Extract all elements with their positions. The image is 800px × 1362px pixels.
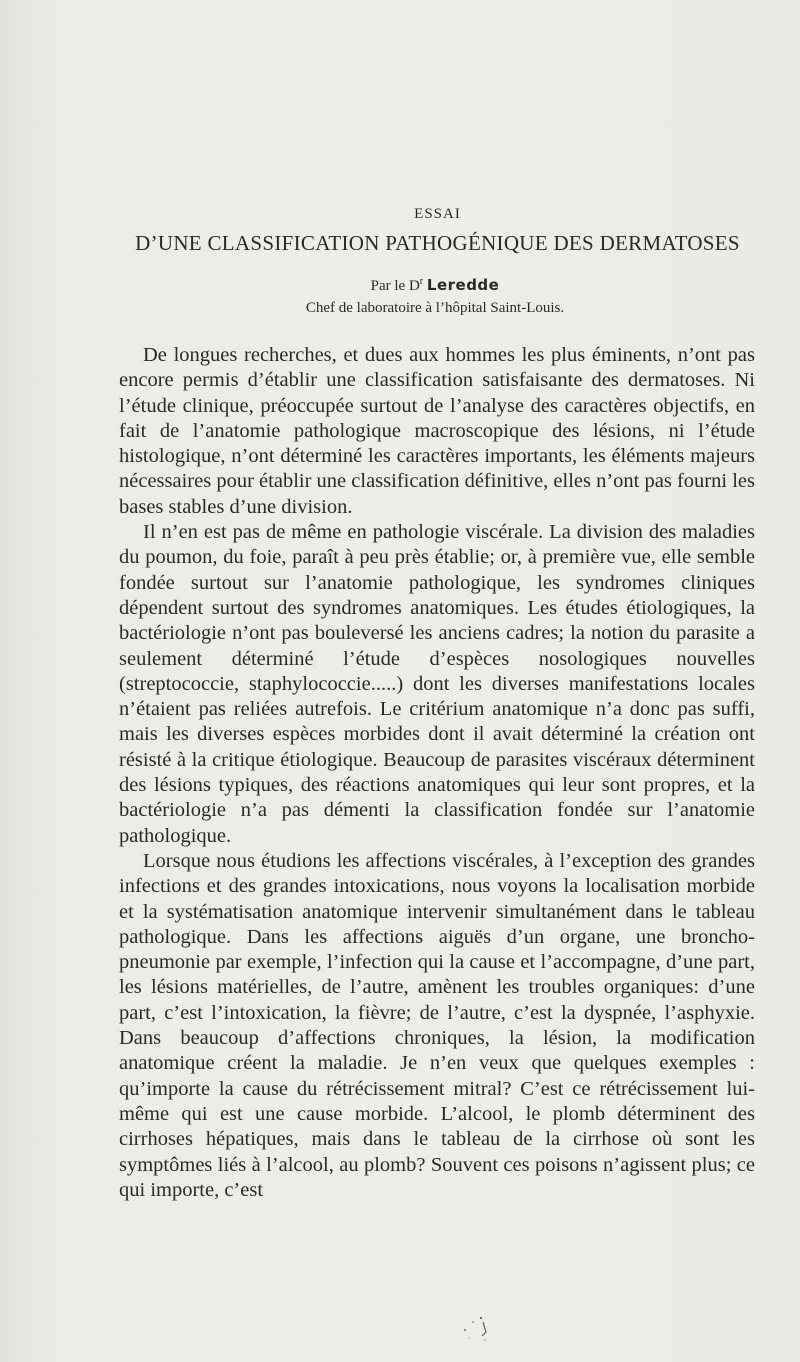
- reverse-bleed-through: [110, 84, 790, 159]
- paragraph-2: Il n’en est pas de même en pathologie viscérale. La division des maladies du poumon, du foie, paraît à peu près établie; or, à première vue, elle semble fondée surtout sur l’anatomie pathologique, les syndromes cliniques dépendent surtout des syndromes anatomiques. Les études étiologiques, la bactériologie n’ont pas bouleversé les anciens cadres; la notion du parasite a seulement déterminé l’étude d’espèces nosologiques nouvelles (streptococcie, staphylococcie.....) dont les diverses manifestations locales n’étaient pas reliées autrefois. Le critérium anatomique n’a donc pas suffi, mais les diverses espèces morbides dont il avait déterminé la création ont résisté à la critique étiologique. Beaucoup de parasites viscéraux déterminent des lésions typiques, des réactions anatomiques qui leur sont propres, et la bactériologie n’a pas démenti la classification fondée sur l’anatomie pathologique.: [119, 521, 755, 847]
- body-text: [119, 343, 755, 1203]
- byline-prefix: Par le D: [370, 278, 420, 294]
- author-affiliation: Chef de laboratoire à l’hôpital Saint-Louis.: [305, 300, 565, 316]
- section-label: ESSAI: [414, 206, 461, 222]
- author-name: Leredde: [426, 276, 500, 294]
- article-title: D’UNE CLASSIFICATION PATHOGÉNIQUE DES DERMATOSES: [135, 231, 740, 255]
- paragraph-1: De longues recherches, et dues aux hommes les plus éminents, n’ont pas encore permis d’établir une classification satisfaisante des dermatoses. Ni l’étude clinique, préoccupée surtout de l’analyse des caractères objectifs, en fait de l’anatomie pathologique macroscopique des lésions, ni l’étude histologique, n’ont déterminé les caractères importants, les éléments majeurs nécessaires pour établir une classification définitive, elles n’ont pas fourni les bases stables d’une division.: [119, 344, 755, 518]
- paper-specks: [455, 1312, 505, 1352]
- byline: [270, 276, 600, 295]
- paragraph-3: Lorsque nous étudions les affections viscérales, à l’exception des grandes infections et des grandes intoxications, nous voyons la localisation morbide et la systématisation anatomique intervenir simultanément dans le tableau pathologique. Dans les affections aiguës d’un organe, une broncho-pneumonie par exemple, l’infection qui la cause et l’accompagne, d’une part, les lésions matérielles, de l’autre, amènent les troubles organiques: d’une part, c’est l’intoxication, la fièvre; de l’autre, c’est la dyspnée, l’asphyxie. Dans beaucoup d’affections chroniques, la lésion, la modification anatomique créent la maladie. Je n’en veux que quelques exemples : qu’importe la cause du rétrécissement mitral? C’est ce rétrécissement lui-même qui est une cause morbide. L’alcool, le plomb déterminent des cirrhoses hépatiques, mais dans le tableau de la cirrhose où sont les symptômes liés à l’alcool, au plomb? Souvent ces poisons n’agissent plus; ce qui importe, c’est: [119, 849, 755, 1201]
- byline-superscript: r: [419, 276, 424, 287]
